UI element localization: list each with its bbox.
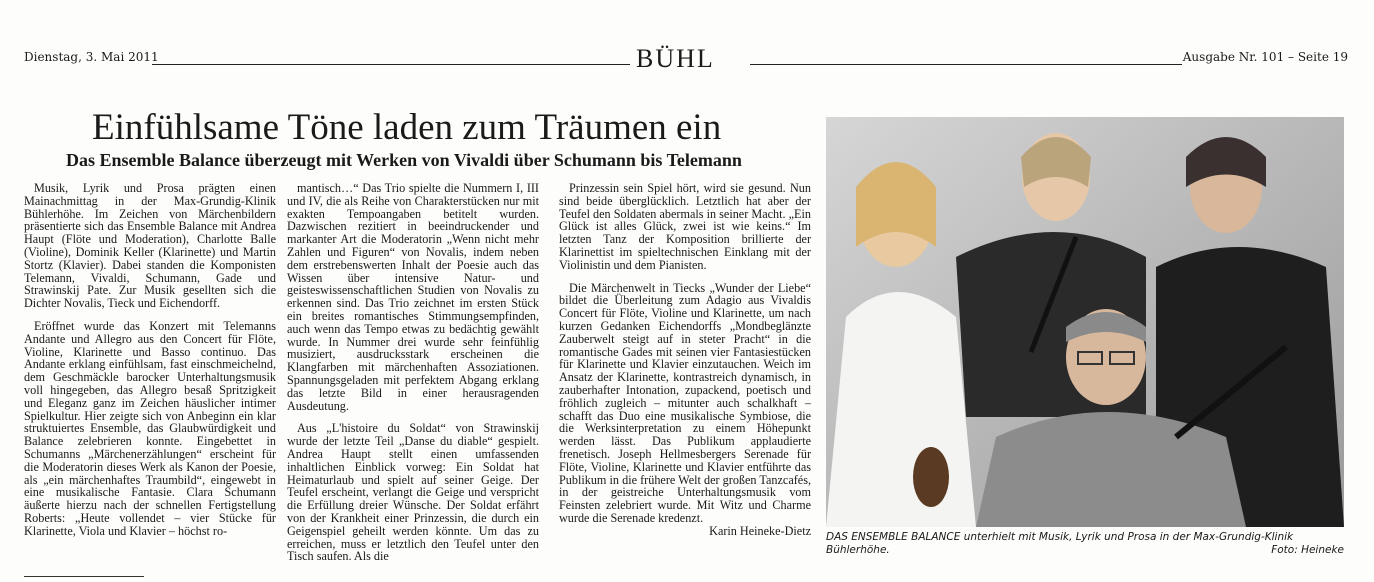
header-rule-right [750, 64, 1182, 65]
subheadline: Das Ensemble Balance überzeugt mit Werken von Vivaldi über Schumann bis Telemann [66, 150, 742, 170]
article-column-3 [559, 182, 811, 538]
photo-credit: Foto: Heineke [1271, 544, 1344, 556]
article-column-2 [287, 182, 539, 563]
photo-caption [826, 531, 1344, 557]
header-issue: Ausgabe Nr. 101 – Seite 19 [1182, 50, 1348, 64]
paragraph: Die Märchenwelt in Tiecks „Wunder der Liebe“ bildet die Überleitung zum Adagio aus Vivaldis Concert für Flöte, Violine und Klarinette, um nach kurzen Gedanken Eichendorffs „Mondbeglänzte Zauberwelt steigt auf in steter Pracht“ in die romantische Gades mit seinen vier Fantasiestücken für Klarinette und Klavier einzutauchen. Weich im Ansatz der Klarinette, kontrastreich dynamisch, in zauberhafter Intonation, zupackend, poetisch und fröhlich zugleich – mitunter auch schalkhaft – schafft das Duo eine musikalische Symbiose, die die Werksinterpretation zu einem Höhepunkt werden lässt. Das Publikum applaudierte frenetisch. Joseph Hellmesbergers Serenade für Flöte, Violine, Klarinette und Klavier entführte das Publikum in die frühere Welt der großen Tanzcafés, in der geistreiche Unterhaltungsmusik vom Feinsten zelebriert wurde. Mit Witz und Charme wurde die Serenade kredenzt. [559, 280, 811, 525]
paragraph: mantisch…“ Das Trio spielte die Nummern I, III und IV, die als Reihe von Charakterstücken nur mit exakten Tempoangaben betitelt wurden. Dazwischen rezitiert in beeindruckender und markanter Art die Moderatorin „Wenn nicht mehr Zahlen und Figuren“ von Novalis, indem neben dem erstrebenswerten Inhalt der Poesie auch das Wissen über intensive Natur- und geisteswissenschaftlichen Studien von Novalis zu erkennen sind. Das Trio zeichnet im ersten Stück ein breites romantisches Stimmungsempfinden, auch wenn das Tempo etwas zu bedächtig gewählt wurde. In Nummer drei wurde sehr feinfühlig musiziert, ausdrucksstark erscheinen die Klangfarben mit märchenhaften Assoziationen. Spannungsgeladen mit perfektem Abgang erklang das letzte Bild in einer herausragenden Ausdeutung. [287, 181, 539, 413]
section-title: BÜHL [636, 44, 715, 73]
header-rule-left [152, 64, 630, 65]
author-byline: Karin Heineke-Dietz [709, 523, 811, 538]
caption-text: DAS ENSEMBLE BALANCE unterhielt mit Musik, Lyrik und Prosa in der Max-Grundig-Klinik Bühlerhöhe. [826, 531, 1294, 556]
photo-illustration [826, 117, 1344, 527]
paragraph: Musik, Lyrik und Prosa prägten einen Mainachmittag in der Max-Grundig-Klinik Bühlerhöhe. Im Zeichen von Märchenbildern präsentierte sich das Ensemble Balance mit Andrea Haupt (Flöte und Moderation), Charlotte Balle (Violine), Dominik Keller (Klarinette) und Martin Stortz (Klavier). Dabei standen die Komponisten Telemann, Vivaldi, Schumann, Gade und Strawinskij Pate. Zur Musik gesellten sich die Dichter Novalis, Tieck und Eichendorff. [24, 181, 276, 311]
paragraph: Aus „L'histoire du Soldat“ von Strawinskij wurde der letzte Teil „Danse du diable“ gespielt. Andrea Haupt stellt einen umfassenden inhaltlichen Einblick vorweg: Ein Soldat hat Heimaturlaub und spielt auf seiner Geige. Der Teufel erscheint, verlangt die Geige und verspricht die Erfüllung dreier Wünsche. Der Soldat erfährt von der Krankheit einer Prinzessin, die durch ein Geigenspiel geheilt werden könnte. Um das zu erreichen, muss er letztlich den Teufel unter den Tisch saufen. Als die [287, 421, 539, 564]
header-date: Dienstag, 3. Mai 2011 [24, 50, 159, 64]
ensemble-photo [826, 117, 1344, 527]
paragraph: Eröffnet wurde das Konzert mit Telemanns Andante und Allegro aus den Concert für Flöte, Violine, Klarinette und Basso continuo. Das Andante erklang einfühlsam, fast einschmeichelnd, dem Geschmäckle barocker Unterhaltungsmusik voll hingegeben, das Allegro besaß Spritzigkeit und Eleganz ganz im Zeichen häuslicher intimer Spielkultur. Hier zeigte sich von Anbeginn ein klar struktuiertes Ensemble, das Glaubwürdigkeit und Balance zelebrieren konnte. Eingebettet in Schumanns „Märchenerzählungen“ erscheint für die Moderatorin dieses Werk als Kanon der Poesie, als „ein märchenhaftes Traumbild“, eingewebt in eine musikalische Fantasie. Clara Schumann äußerte hierzu nach der schnellen Fertigstellung Roberts: „Heute vollendet – vier Stücke für Klarinette, Viola und Klavier – höchst ro- [24, 318, 276, 538]
article-column-1 [24, 182, 276, 538]
paragraph: Prinzessin sein Spiel hört, wird sie gesund. Nun sind beide überglücklich. Letztlich hat aber der Teufel den Soldaten abermals in seiner Macht. „Ein Glück ist alles Glück, zwei ist wie keins.“ Im letzten Tanz der Komposition brillierte der Klarinettist im spieltechnischen Einklang mit der Violinistin und dem Pianisten. [559, 181, 811, 272]
bottom-rule [24, 576, 144, 577]
headline: Einfühlsame Töne laden zum Träumen ein [92, 107, 722, 148]
